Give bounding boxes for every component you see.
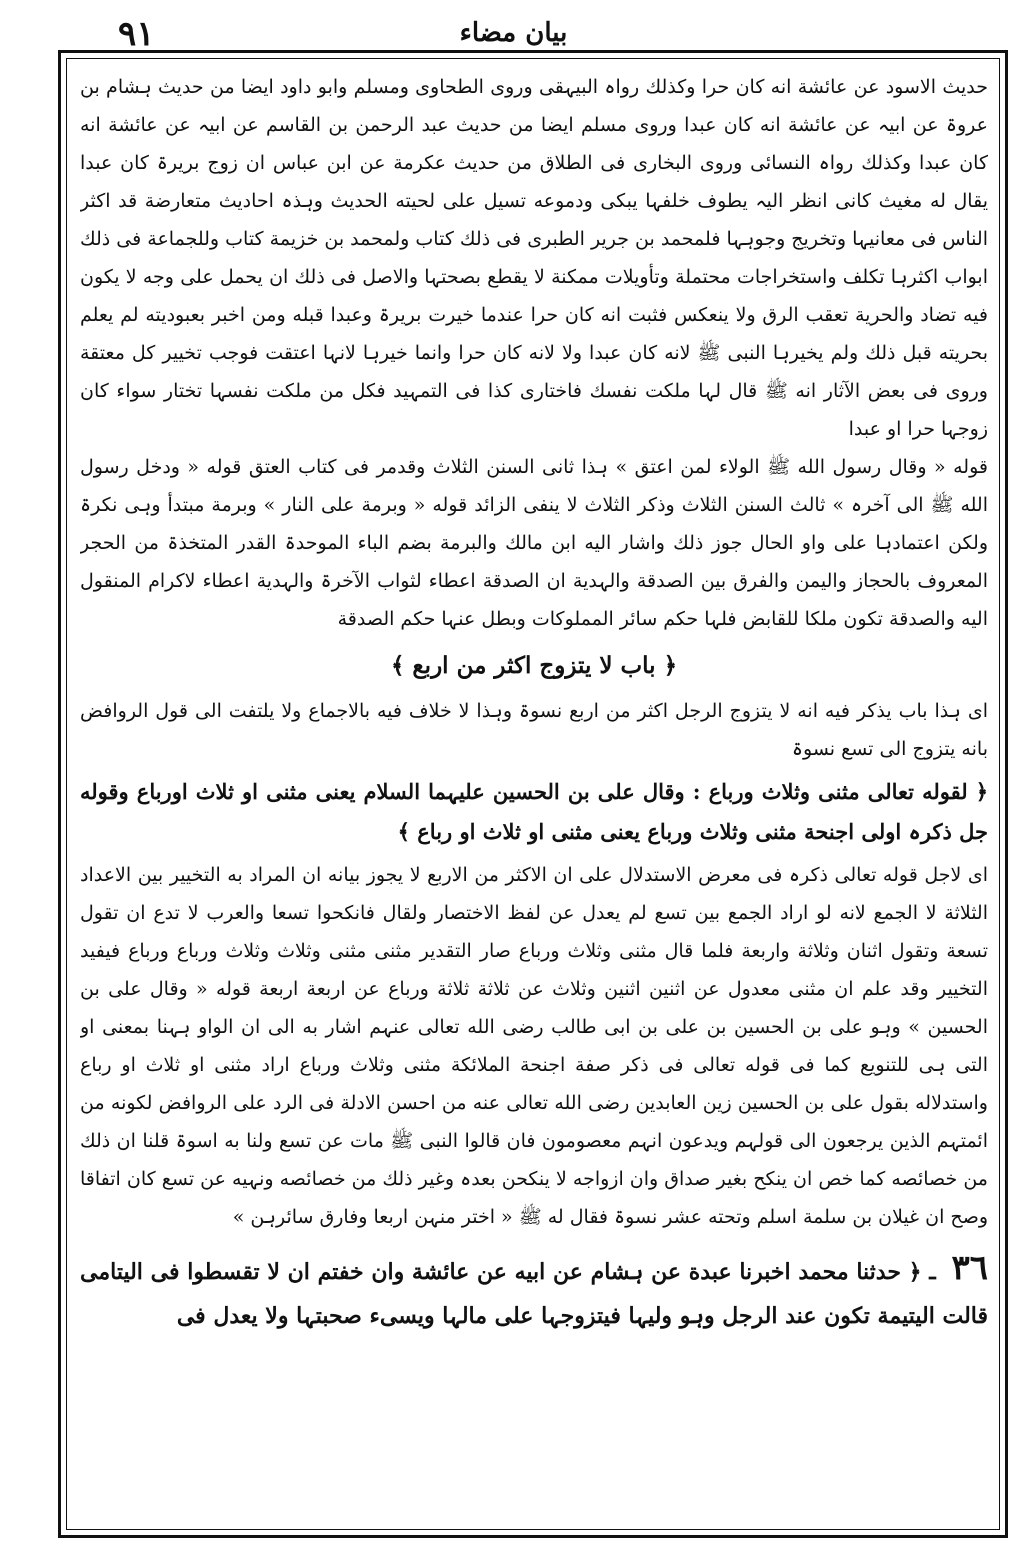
commentary-paragraph-1: حدیث الاسود عن عائشة انه کان حرا وکذلك رواہ البیہقی وروی الطحاوی ومسلم وابو داود ایضا من حدیث ہشام بن عروۃ عن ابیہ عن عائشة انه کان عبدا وروی مسلم ایضا من حدیث عبد الرحمن بن القاسم عن ابیہ عن عائشة انه کان عبدا وکذلك رواہ النسائی وروی البخاری فی الطلاق من حدیث عکرمة عن ابن عباس ان زوج بریرۃ کان عبدا یقال له مغیث کانی انظر الیہ یطوف خلفہا یبکی ودموعه تسیل علی لحیته الحدیث وہذہ احادیث متعارضة قد اکثر الناس فی معانیہا وتخریج وجوہہا فلمحمد بن جریر الطبری فی ذلك کتاب ولمحمد بن خزیمة کتاب وللجماعة فی ذلك ابواب اکثرہا تکلف واستخراجات محتملة وتأویلات ممکنة لا یقطع بصحتہا والاصل فی ذلك ان یحمل علی وجه لا یکون فیه تضاد والحریة تعقب الرق ولا ینعکس فثبت انه کان حرا عندما خیرت بریرۃ وعبدا قبله ومن اخبر بعبودیته لم یعلم بحریته قبل ذلك ولم یخیرہا النبی ﷺ لانه کان عبدا ولا لانه کان حرا وانما خیرہا لانہا اعتقت فوجب تخییر کل معتقة وروی فی بعض الآثار انه ﷺ قال لہا ملکت نفسك فاختاری کذا فی التمہید فکل من ملکت نفسہا تختار سواء کان زوجہا حرا او عبدا xyxy=(80,76,988,440)
commentary-paragraph-3: ای ہذا باب یذکر فیه انه لا یتزوج الرجل اکثر من اربع نسوۃ وہذا لا خلاف فیه بالاجماع ولا یلتفت الی قول الروافض بانه یتزوج الی تسع نسوۃ xyxy=(80,700,988,760)
hadith-text-block xyxy=(80,1246,988,1338)
page-number: ٩١ xyxy=(118,14,155,54)
commentary-paragraph-4: ای لاجل قوله تعالی ذکرہ فی معرض الاستدلال علی ان الاکثر من الاربع لا یجوز بیانه ان المراد به التخییر بین الاعداد الثلاثة لا الجمع لانه لو اراد الجمع بین تسع لم یعدل عن لفظ الاختصار ولقال فانکحوا تسعا والعرب لا تدع ان تقول تسعة وتقول اثنان وثلاثة واربعة فلما قال مثنی وثلاث ورباع صار التقدیر مثنی مثنی وثلاث وثلاث ورباع ورباع فیفید التخییر وقد علم ان مثنی معدول عن اثنین اثنین وثلاث عن ثلاثة ثلاثة ورباع عن اربعة اربعة قوله « وقال علی بن الحسین » وہو علی بن الحسین بن علی بن ابی طالب رضی الله تعالی عنہم اشار به الی ان الواو ہہنا بمعنی او التی ہی للتنویع کما فی قوله تعالی فی ذکر صفة اجنحة الملائکة مثنی وثلاث ورباع اراد مثنی او ثلاث او رباع واستدلاله بقول علی بن الحسین زین العابدین رضی الله تعالی عنه من احسن الادلة فی الرد علی الروافض لکونه من ائمتہم الذین یرجعون الی قولہم ویدعون انہم معصومون فان قالوا النبی ﷺ مات عن تسع ولنا به اسوۃ قلنا ان ذلك من خصائصه کما خص ان ینکح بغیر صداق وان ازواجه لا ینکحن بعدہ وغیر ذلك من خصائصه ونہیه عن تسع کان اتفاقا وصح ان غیلان بن سلمة اسلم وتحته عشر نسوۃ فقال له ﷺ « اختر منہن اربعا وفارق سائرہن » xyxy=(80,864,988,1228)
hadith-text: ـ ﴿ حدثنا محمد اخبرنا عبدة عن ہشام عن ابیه عن عائشة وان خفتم ان لا تقسطوا فی الیتامی قالت الیتیمة تکون عند الرجل وہو ولیہا فیتزوجہا علی مالہا ویسیء صحبتہا ولا یعدل فی xyxy=(80,1259,988,1329)
hadith-number: ٣٦ xyxy=(951,1248,988,1288)
chapter-heading: ﴿ باب لا یتزوج اکثر من اربع ﴾ xyxy=(390,652,678,679)
quranic-verse-block: ﴿ لقوله تعالی مثنی وثلاث ورباع : وقال علی بن الحسین علیہما السلام یعنی مثنی او ثلاث اورباع وقوله جل ذکرہ اولی اجنحة مثنی وثلاث ورباع یعنی مثنی او ثلاث او رباع ﴾ xyxy=(80,779,988,844)
page-body xyxy=(80,68,988,1528)
running-title: بیان مضاء xyxy=(459,18,568,48)
page-header xyxy=(30,14,997,54)
commentary-paragraph-2: قوله « وقال رسول الله ﷺ الولاء لمن اعتق » ہذا ثانی السنن الثلاث وقدمر فی کتاب العتق قوله « ودخل رسول الله ﷺ الی آخرہ » ثالث السنن الثلاث وذکر الثلاث لا ینفی الزائد قوله « وبرمة علی النار » وبرمة مبتدأ وہی نکرۃ ولکن اعتمادہا علی واو الحال جوز ذلك واشار الیه ابن مالك والبرمة بضم الباء الموحدۃ القدر المتخذۃ من الحجر المعروف بالحجاز والیمن والفرق بین الصدقة والہدیة ان الصدقة اعطاء لثواب الآخرۃ والہدیة اعطاء لاکرام المنقول الیه والصدقة تکون ملکا للقابض فلہا حکم سائر المملوکات وبطل عنہا حکم الصدقة xyxy=(80,456,988,630)
